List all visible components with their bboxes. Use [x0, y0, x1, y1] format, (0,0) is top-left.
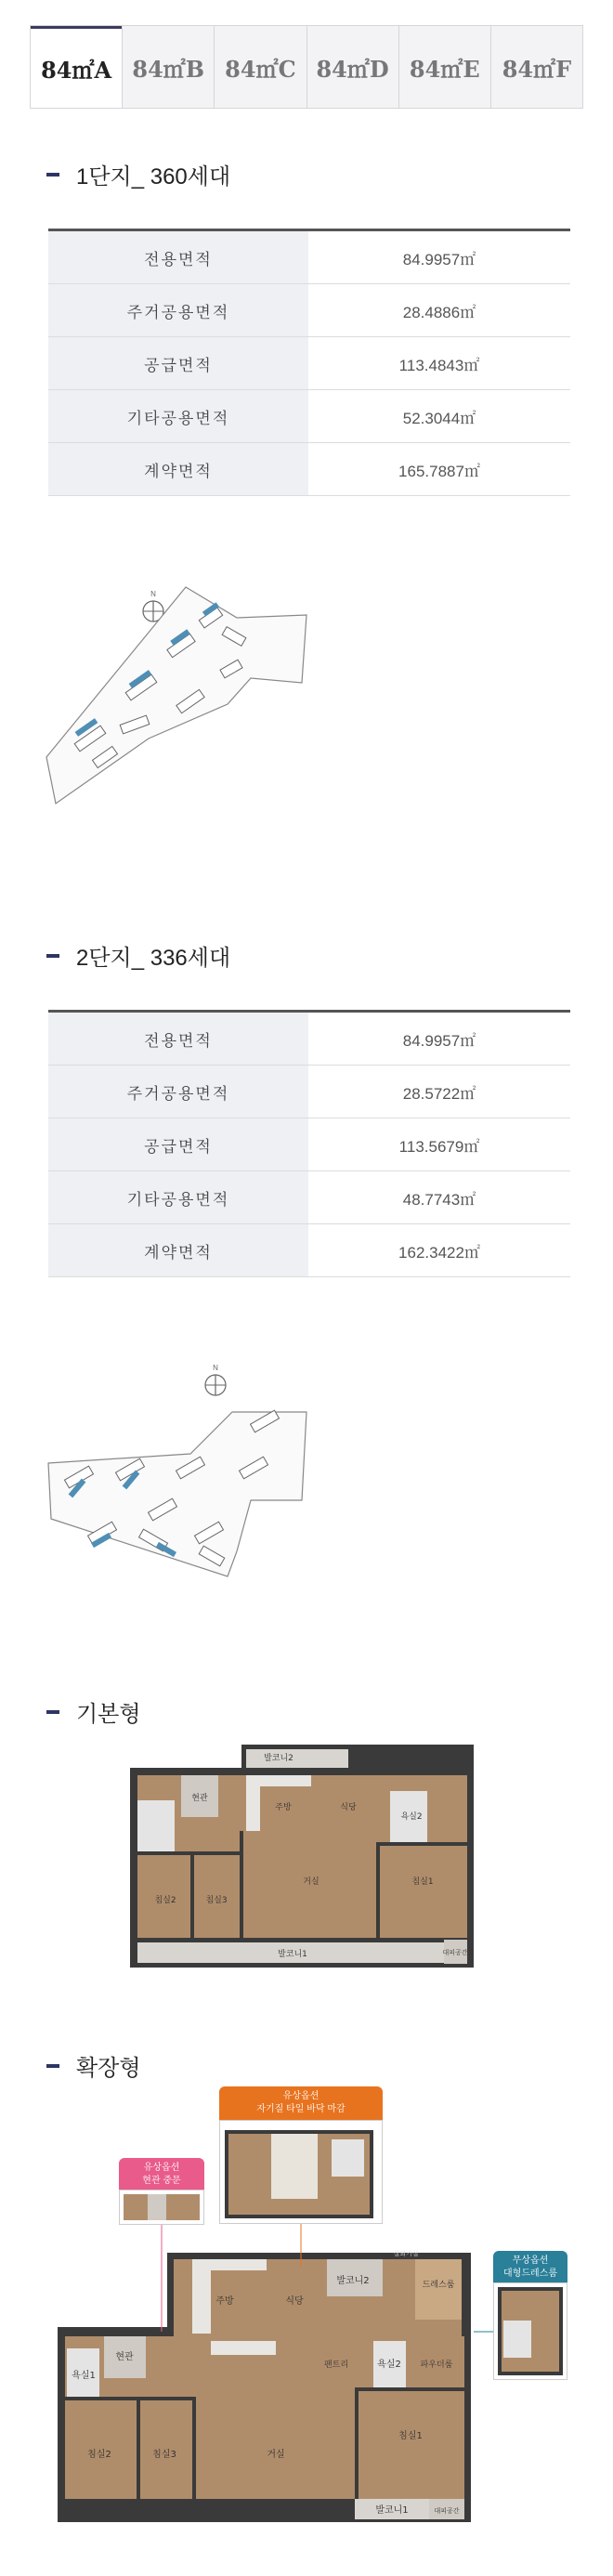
room-label: 식당 — [285, 2296, 304, 2307]
room-label: 침실1 — [411, 1877, 434, 1887]
row-value: 84.9957㎡ — [402, 250, 476, 268]
room-label: 파우더룸 — [420, 2360, 453, 2370]
room-label: 침실3 — [205, 1896, 228, 1905]
room-label: 침실2 — [87, 2450, 111, 2460]
row-label: 공급면적 — [48, 1118, 308, 1170]
room-label: 욕실2 — [377, 2360, 401, 2370]
complex1-title: 1단지_ 360세대 — [76, 164, 231, 190]
row-label: 전용면적 — [48, 1013, 308, 1065]
room-label: 침실1 — [398, 2431, 423, 2441]
room-label: 실외기실 — [393, 2250, 419, 2257]
tab-84d[interactable]: 84㎡D — [306, 26, 398, 108]
row-value: 28.5722㎡ — [402, 1084, 476, 1103]
option-label: 유상옵션 — [143, 2163, 180, 2173]
option-text: 대형드레스룸 — [503, 2269, 557, 2279]
row-label: 계약면적 — [48, 443, 308, 495]
room-label: 주방 — [215, 2296, 234, 2307]
row-value: 113.5679㎡ — [398, 1137, 480, 1156]
tab-84b[interactable]: 84㎡B — [122, 26, 214, 108]
complex2-title: 2단지_ 336세대 — [76, 946, 231, 971]
row-value: 165.7887㎡ — [398, 462, 480, 480]
room-label: 거실 — [303, 1877, 320, 1887]
compass-label: N — [213, 1364, 218, 1372]
room-label: 주방 — [275, 1803, 292, 1812]
row-value: 162.3422㎡ — [398, 1243, 480, 1262]
row-label: 기타공용면적 — [48, 1171, 308, 1223]
room-label: 발코니2 — [336, 2276, 370, 2286]
room-label: 대피공간 — [442, 1949, 468, 1956]
room-label: 침실3 — [152, 2450, 176, 2460]
tab-84c[interactable]: 84㎡C — [214, 26, 306, 108]
room-label: 욕실2 — [400, 1812, 423, 1822]
basic-title: 기본형 — [76, 1702, 141, 1727]
room-label: 대피공간 — [434, 2507, 460, 2515]
row-value: 28.4886㎡ — [402, 303, 476, 321]
room-label: 식당 — [340, 1803, 357, 1812]
tab-84a[interactable]: 84㎡A — [31, 26, 122, 108]
row-value: 48.7743㎡ — [402, 1190, 476, 1209]
tab-84e[interactable]: 84㎡E — [398, 26, 490, 108]
room-label: 팬트리 — [323, 2360, 349, 2370]
row-value: 84.9957㎡ — [402, 1031, 476, 1050]
option-text: 자기질 타일 바닥 마감 — [256, 2104, 346, 2114]
room-label: 침실2 — [154, 1896, 176, 1905]
row-value: 52.3044㎡ — [402, 409, 476, 427]
row-value: 113.4843㎡ — [398, 356, 480, 374]
tab-84f[interactable]: 84㎡F — [490, 26, 582, 108]
row-label: 주거공용면적 — [48, 1066, 308, 1118]
option-text: 현관 중문 — [142, 2176, 181, 2186]
compass-label: N — [150, 590, 156, 598]
room-label: 거실 — [267, 2450, 285, 2460]
row-label: 기타공용면적 — [48, 390, 308, 442]
room-label: 욕실1 — [72, 2371, 96, 2381]
room-label: 발코니1 — [375, 2505, 409, 2516]
extended-title: 확장형 — [76, 2056, 141, 2081]
row-label: 공급면적 — [48, 337, 308, 389]
option-label: 무상옵션 — [512, 2256, 549, 2266]
room-label: 발코니2 — [264, 1754, 293, 1763]
row-label: 주거공용면적 — [48, 284, 308, 336]
option-label: 유상옵션 — [282, 2091, 320, 2101]
room-label: 현관 — [115, 2352, 134, 2362]
room-label: 현관 — [191, 1794, 208, 1803]
room-label: 발코니1 — [278, 1950, 307, 1959]
room-label: 드레스룸 — [422, 2281, 455, 2290]
row-label: 전용면적 — [48, 231, 308, 283]
row-label: 계약면적 — [48, 1224, 308, 1276]
